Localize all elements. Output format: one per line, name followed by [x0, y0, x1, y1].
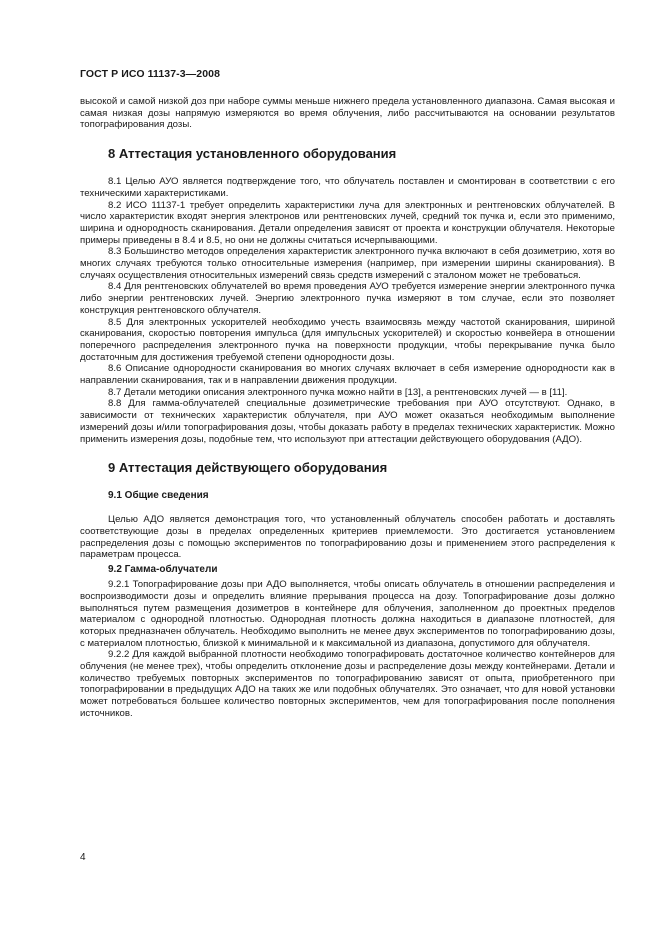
- para-8-5: 8.5 Для электронных ускорителей необходимо учесть взаимосвязь между частотой сканирования, шириной сканирования, скоростью повторения импульса (для импульсных ускорителей) и скоростью конвейера в отношении поперечного распределения электронного пучка на поверхности продукции, чтобы перекрывание пучка было достаточным для достижения требуемой степени однородности дозы.: [80, 316, 615, 363]
- subsection-9-2-heading: 9.2 Гамма-облучатели: [108, 564, 218, 576]
- para-8-8: 8.8 Для гамма-облучателей специальные дозиметрические требования при АУО отсутствуют. Однако, в зависимости от технических характеристик облучателя, при АУО может оказаться необходимым выполнение измерений дозы и/или топографирования дозы, чтобы доказать работу в пределах технических характеристик. Можно применить измерения дозы, подобные тем, что используют при аттестации действующего оборудования (АДО).: [80, 398, 615, 445]
- page-number: 4: [80, 852, 86, 863]
- para-8-3: 8.3 Большинство методов определения характеристик электронного пучка включают в себя дозиметрию, хотя во многих случаях требуются только относительные измерения (например, при измерении ширины сканирования). В случаях осуществления относительных измерений связь средств измерений с эталоном может не требоваться.: [80, 246, 615, 281]
- para-8-1: 8.1 Целью АУО является подтверждение того, что облучатель поставлен и смонтирован в соответствии с его техническими характеристиками.: [80, 176, 615, 199]
- para-9-2-1: 9.2.1 Топографирование дозы при АДО выполняется, чтобы описать облучатель в отношении распределения и воспроизводимости дозы и определить влияние прерывания процесса на дозу. Топографирование дозы должно выполняться путем размещения дозиметров в контейнере для облучения, заполненном до проектных пределов материалом с однородной плотностью. Однородная плотность должна находиться в диапазоне плотностей, для которых предназначен облучатель. Необходимо выполнить не менее двух экспериментов по топографированию дозы, с материалом плотностью, близкой к минимальной и к максимальной из диапазона, допустимого для облучателя.: [80, 579, 615, 649]
- para-8-6: 8.6 Описание однородности сканирования во многих случаях включает в себя измерение однородности как в направлении сканирования, так и в направлении движения продукции.: [80, 363, 615, 387]
- para-9-1: Целью АДО является демонстрация того, что установленный облучатель способен работать и доставлять соответствующие дозы в пределах определенных критериев приемлемости. Это достигается установлением распределения дозы с помощью экспериментов по топографированию дозы и применением этого распределения к параметрам процесса.: [80, 514, 615, 561]
- para-9-2-2: 9.2.2 Для каждой выбранной плотности необходимо топографировать достаточное количество контейнеров для облучения (не менее трех), чтобы определить отклонение дозы и распределение дозы между контейнерами. Детали и количество требуемых повторных экспериментов по топографированию зависят от опыта, приобретенного при топографировании в предыдущих АДО на таких же или подобных облучателях. Это означает, что для новой установки может потребоваться большее количество повторных экспериментов, чем для топографирования после пополнения источников.: [80, 649, 615, 719]
- running-header: ГОСТ Р ИСО 11137-3—2008: [80, 68, 221, 80]
- page-content: [80, 96, 615, 720]
- intro-paragraph: высокой и самой низкой доз при наборе суммы меньше нижнего предела установленного диапазона. Самая высокая и самая низкая дозы напрямую измеряются во время облучения, либо рассчитываются на основании результатов топографирования дозы.: [80, 96, 615, 131]
- subsection-9-1-heading: 9.1 Общие сведения: [108, 490, 209, 502]
- para-8-4: 8.4 Для рентгеновских облучателей во время проведения АУО требуется измерение энергии электронного пучка либо энергии рентгеновских лучей. Энергию электронного пучка измеряют в том случае, если это позволяет конструкция рентгеновского облучателя.: [80, 281, 615, 316]
- para-8-2: 8.2 ИСО 11137-1 требует определить характеристики луча для электронных и рентгеновских облучателей. В число характеристик входят энергия электронов или рентгеновских лучей, средний ток пучка и, если это применимо, ширина и однородность сканирования. Детали определения зависят от проекта и конструкции облучателя. Некоторые примеры приведены в 8.4 и 8.5, но они не должны считаться исчерпывающими.: [80, 199, 615, 246]
- para-8-7: 8.7 Детали методики описания электронного пучка можно найти в [13], а рентгеновских лучей — в [11].: [108, 386, 568, 398]
- section-8-heading: 8 Аттестация установленного оборудования: [108, 146, 397, 162]
- section-9-heading: 9 Аттестация действующего оборудования: [108, 460, 388, 476]
